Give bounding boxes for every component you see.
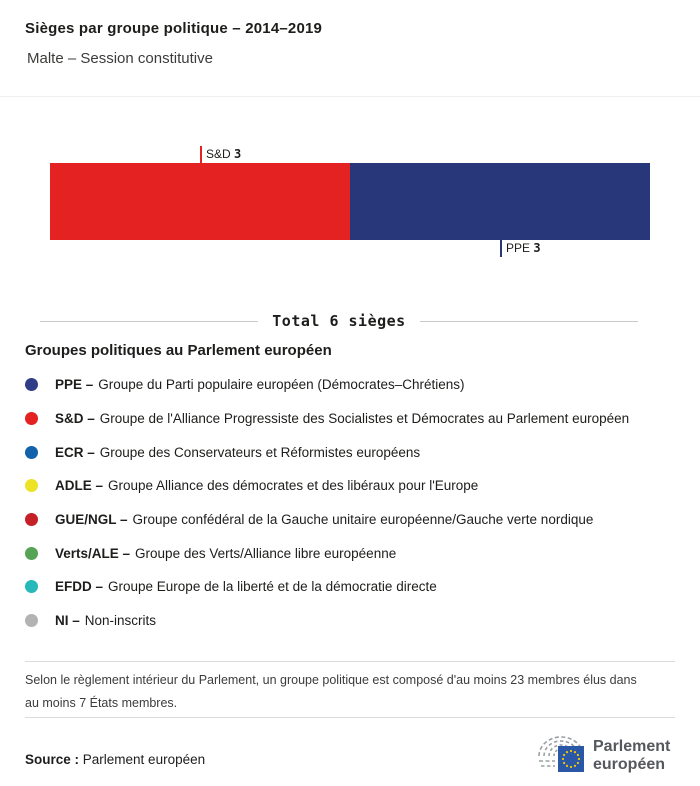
legend-item-label: NI – [55,613,80,629]
total-divider-line-left [40,321,258,322]
callout-tick [200,146,202,163]
legend-item-text [55,478,478,493]
total-divider-line-right [420,321,638,322]
legend-item-text [55,613,156,628]
legend-item-text [55,546,396,561]
total-divider [40,312,638,330]
legend-item-label: S&D – [55,411,95,427]
legend-item-desc: Groupe Alliance des démocrates et des libéraux pour l'Europe [108,478,479,494]
source-line [25,752,205,767]
source-value: Parlement européen [82,752,206,767]
legend-item-label: ADLE – [55,478,104,494]
logo-text-line2: européen [593,756,666,773]
european-parliament-logo [525,726,677,778]
legend-item [0,469,700,503]
total-seats-label: Total 6 sièges [272,312,406,330]
page-title: Sièges par groupe politique – 2014–2019 [25,20,323,37]
legend-heading: Groupes politiques au Parlement européen [25,342,332,359]
footnote-text: Selon le règlement intérieur du Parlement, un groupe politique est composé d'au moins 23 membres élus dans au moins 7 États membres. [25,673,637,711]
legend-item-label: GUE/NGL – [55,512,128,528]
legend-item-text [55,445,420,460]
legend-item [0,435,700,469]
footnote-divider-bottom [25,717,675,718]
legend-item-desc: Groupe des Verts/Alliance libre européenne [135,545,397,561]
legend-color-dot [25,614,38,627]
callout-label: S&D 3 [206,147,242,161]
eu-flag-icon [558,746,584,772]
footnote-divider-top [25,661,675,662]
legend-item [0,604,700,638]
legend-color-dot [25,446,38,459]
legend-item-label: PPE – [55,377,94,393]
legend-item [0,570,700,604]
legend-item-desc: Groupe confédéral de la Gauche unitaire européenne/Gauche verte nordique [132,512,594,528]
legend-color-dot [25,412,38,425]
legend-item [0,368,700,402]
legend-item-text [55,411,629,426]
header-divider [0,96,700,97]
legend-item-text [55,377,464,392]
legend-color-dot [25,479,38,492]
legend-list [0,368,700,638]
source-label: Source : [25,752,80,767]
bar-segment-ppe [350,163,650,240]
legend-item-desc: Groupe Europe de la liberté et de la démocratie directe [108,579,437,595]
callout-tick [500,240,502,257]
bar-segment-sd [50,163,350,240]
logo-text-line1: Parlement [593,738,671,755]
legend-item-desc: Groupe du Parti populaire européen (Démocrates–Chrétiens) [98,377,465,393]
callout-label: PPE 3 [506,241,541,255]
legend-color-dot [25,378,38,391]
legend-item-text [55,579,437,594]
legend-item-desc: Groupe de l'Alliance Progressiste des Socialistes et Démocrates au Parlement européen [99,411,630,427]
legend-item-label: EFDD – [55,579,104,595]
legend-color-dot [25,580,38,593]
legend-color-dot [25,547,38,560]
legend-item-desc: Non-inscrits [84,613,157,629]
legend-item [0,402,700,436]
legend-item-text [55,512,593,527]
legend-item-desc: Groupe des Conservateurs et Réformistes européens [99,444,421,460]
stacked-seat-bar [50,163,650,240]
legend-item-label: Verts/ALE – [55,545,131,561]
legend-item [0,536,700,570]
legend-item-label: ECR – [55,444,95,460]
legend-item [0,503,700,537]
legend-color-dot [25,513,38,526]
page-subtitle: Malte – Session constitutive [27,50,213,67]
